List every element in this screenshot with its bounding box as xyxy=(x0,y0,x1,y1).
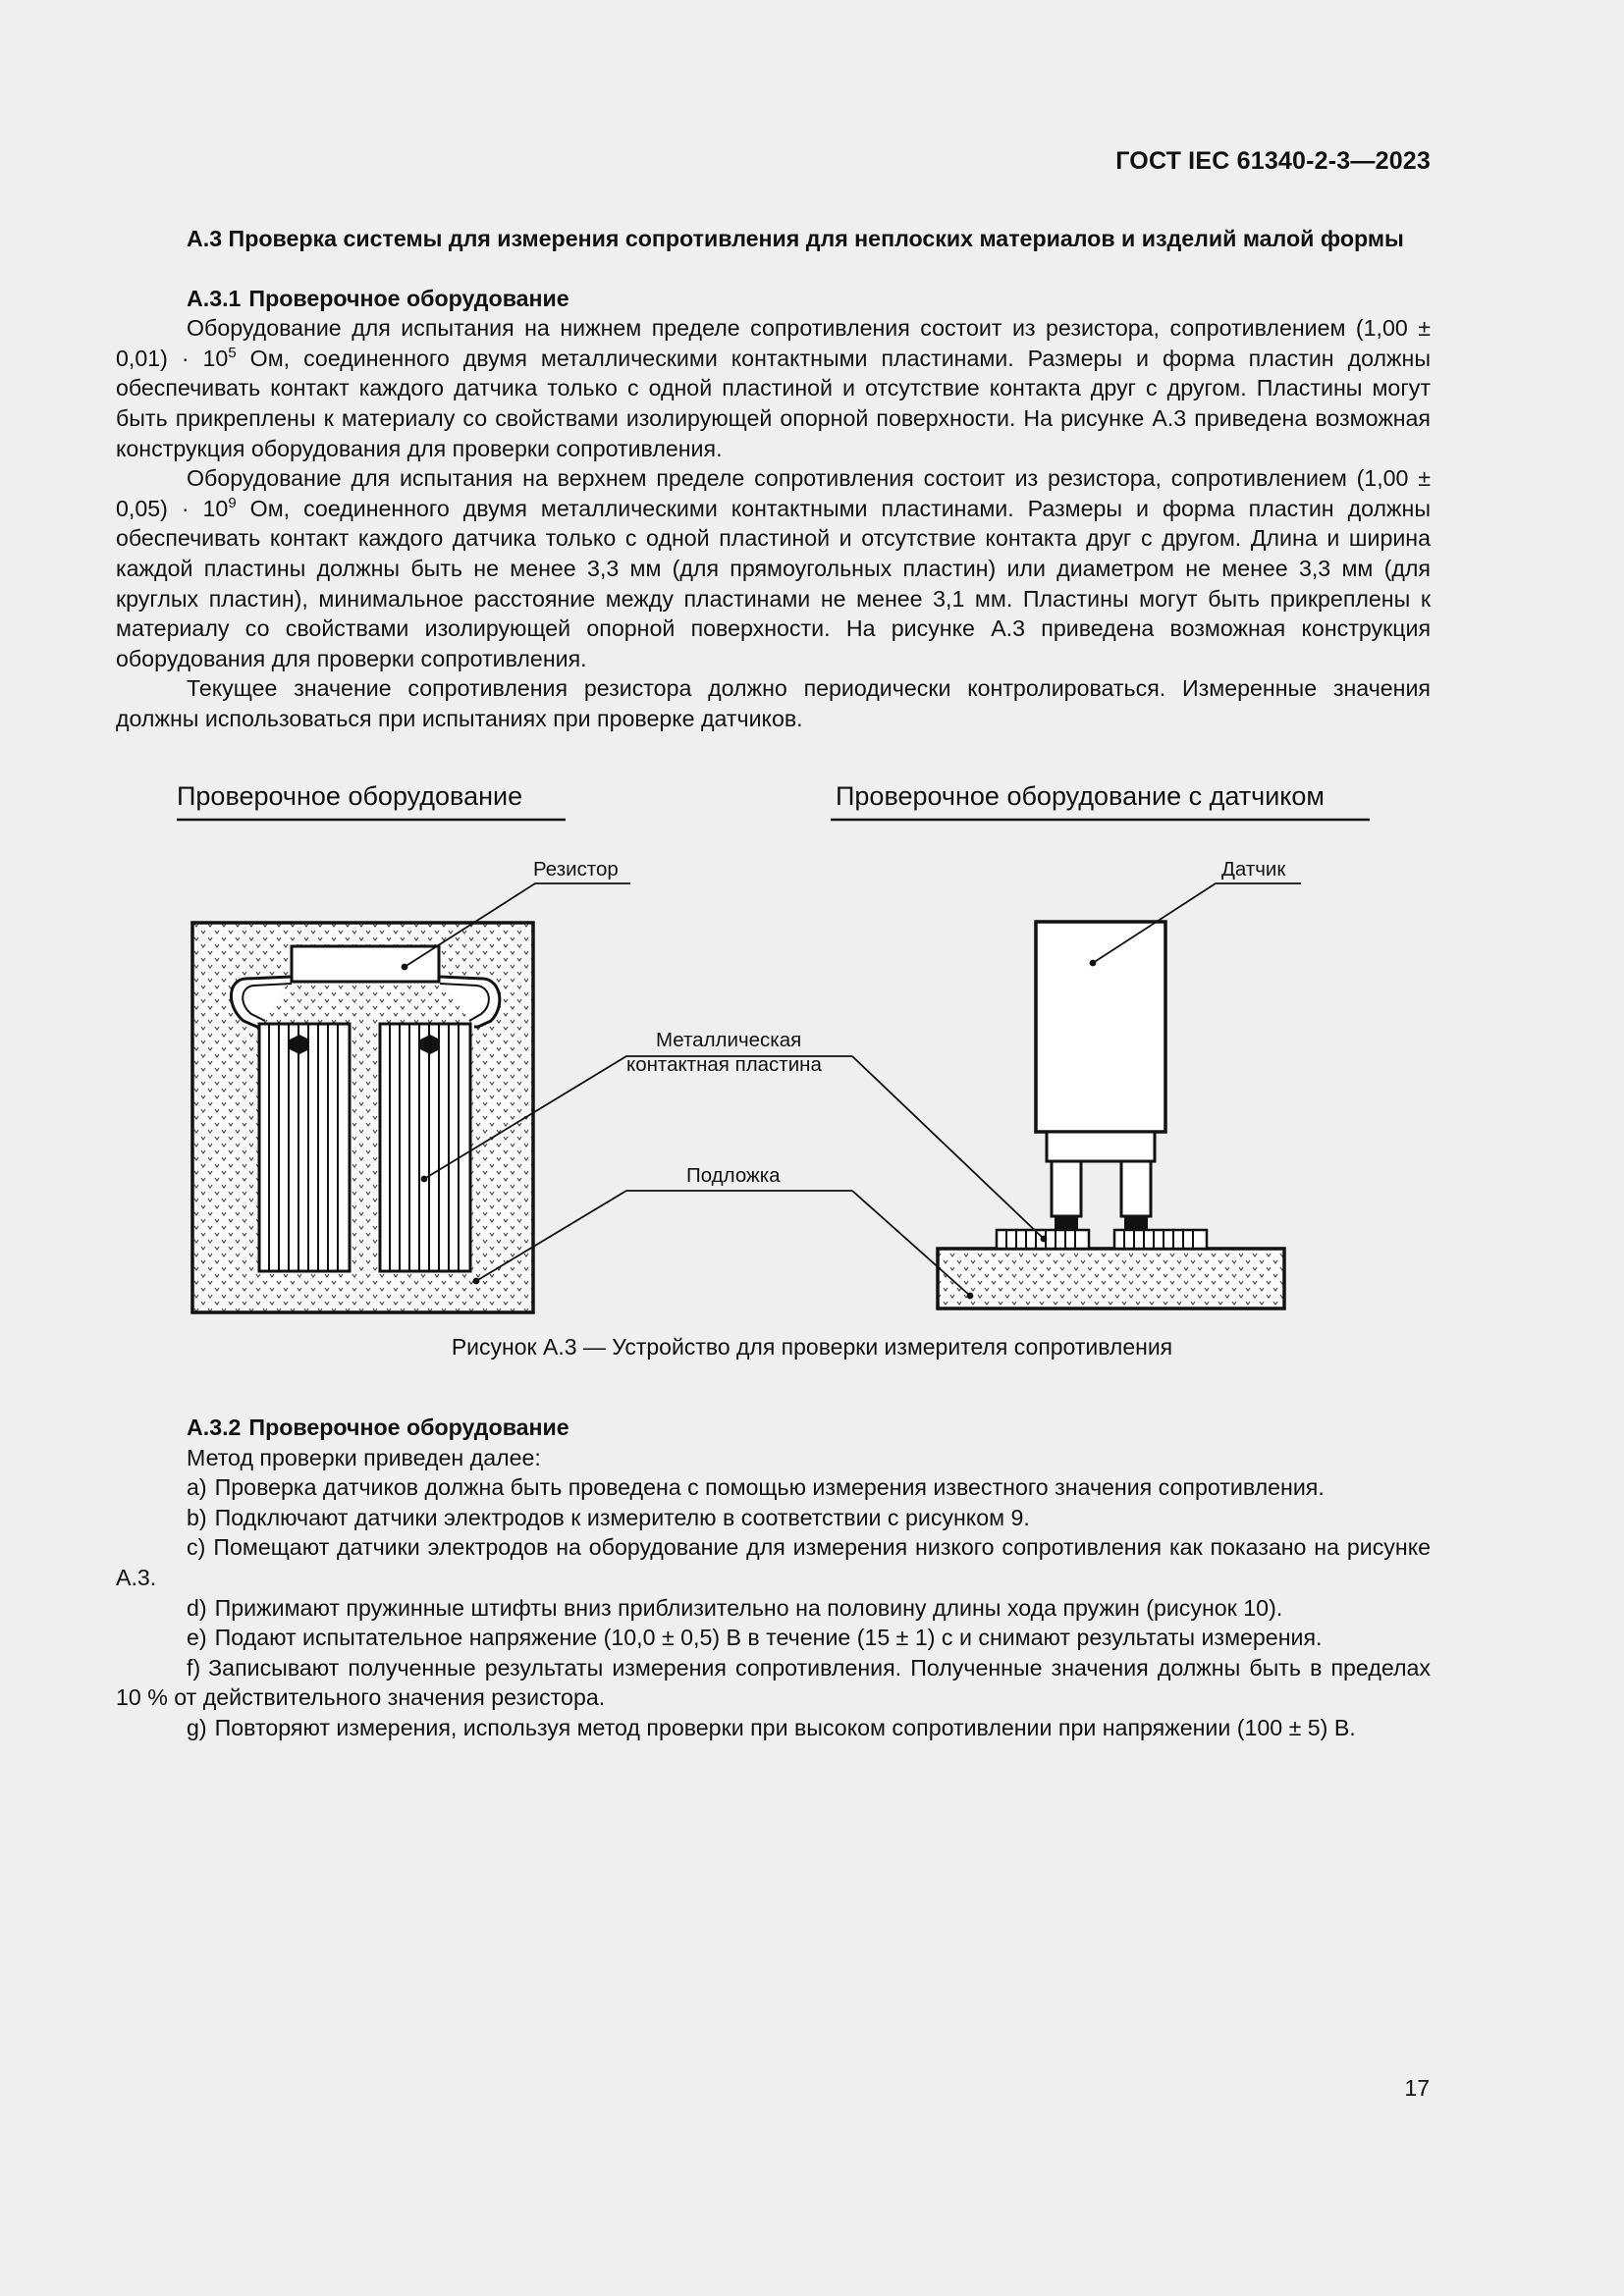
list-item xyxy=(116,1713,1431,1743)
list-item-text: Подключают датчики электродов к измерителю в соответствии с рисунком 9. xyxy=(214,1504,1030,1530)
exponent: 5 xyxy=(228,344,237,361)
list-item-label: c) xyxy=(187,1534,206,1561)
subsection-number: А.3.2 xyxy=(187,1415,242,1440)
list-item-label: f) xyxy=(187,1654,201,1681)
list-item-text: Помещают датчики электродов на оборудование для измерения низкого сопротивления как показано на рисунке А.3. xyxy=(116,1534,1431,1590)
list-item xyxy=(116,1503,1431,1533)
subsection-title: Проверочное оборудование xyxy=(248,1415,569,1440)
method-intro: Метод проверки приведен далее: xyxy=(187,1444,541,1470)
list-item xyxy=(116,1653,1431,1713)
page-number: 17 xyxy=(1404,2075,1430,2101)
subsection-title: Проверочное оборудование xyxy=(248,285,569,311)
contact-plate-right xyxy=(380,1024,470,1271)
list-item xyxy=(116,1532,1431,1592)
contact-plate-left xyxy=(259,1024,350,1271)
paragraph-low-limit xyxy=(116,313,1431,463)
list-item-text: Повторяют измерения, используя метод проверки при высоком сопротивлении при напряжении (100 ± 5) В. xyxy=(214,1714,1356,1740)
list-item-label: g) xyxy=(187,1714,207,1740)
label-substrate: Подложка xyxy=(686,1164,781,1187)
list-item-text: Записывают полученные результаты измерения сопротивления. Полученные значения должны быть в пределах 10 % от действительного значения резистора. xyxy=(116,1654,1431,1711)
label-sensor: Датчик xyxy=(1221,858,1286,881)
figure-caption: Рисунок А.3 — Устройство для проверки измерителя сопротивления xyxy=(451,1334,1173,1360)
subsection-a32-heading xyxy=(116,1413,1431,1443)
figure-a3-diagram xyxy=(0,766,1624,1414)
paragraph-text: Ом, соединенного двумя металлическими контактными пластинами. Размеры и форма пластин должны обеспечивать контакт каждого датчика только с одной пластиной и отсутствие контакта друг с другом. Длина и ширина каждой пластины должны быть не менее 3,3 мм (для прямоугольных пластин) или диаметром не менее 3,3 мм (для круглых пластин), минимальное расстояние между пластинами не менее 3,1 мм. Пластины могут быть прикреплены к материалу со свойствами изолирующей опорной поверхности. На рисунке А.3 приведена возможная конструкция оборудования для проверки сопротивления. xyxy=(116,495,1432,671)
list-item xyxy=(116,1593,1431,1624)
section-a3 xyxy=(116,224,1431,734)
label-plate-line2: контактная пластина xyxy=(626,1053,822,1076)
contact-plate-side-right xyxy=(1114,1230,1207,1249)
paragraph-high-limit xyxy=(116,463,1431,673)
sensor-probe xyxy=(1036,922,1165,1230)
standard-designation: ГОСТ IEC 61340-2-3—2023 xyxy=(1115,147,1431,175)
paragraph-text: Оборудование для испытания на нижнем пределе сопротивления состоит из резистора, сопротивлением (1,00 ± 0,01) · 10 xyxy=(116,315,1431,371)
label-plate-line1: Металлическая xyxy=(656,1029,802,1051)
list-item-text: Прижимают пружинные штифты вниз приблизительно на половину длины хода пружин (рисунок 10). xyxy=(214,1594,1283,1621)
paragraph-text: Ом, соединенного двумя металлическими контактными пластинами. Размеры и форма пластин должны обеспечивать контакт каждого датчика только с одной пластиной и отсутствие контакта друг с другом. Пластины могут быть прикреплены к материалу со свойствами изолирующей опорной поверхности. На рисунке А.3 приведена возможная конструкция оборудования для проверки сопротивления. xyxy=(116,345,1432,461)
list-item-label: a) xyxy=(187,1474,207,1501)
figure-title-left: Проверочное оборудование xyxy=(177,781,523,811)
list-item xyxy=(116,1623,1431,1653)
subsection-a32 xyxy=(116,1413,1431,1743)
subsection-number: А.3.1 xyxy=(187,285,242,311)
list-item-label: b) xyxy=(187,1504,207,1530)
list-item xyxy=(116,1472,1431,1503)
label-resistor: Резистор xyxy=(533,858,619,881)
resistor-body xyxy=(292,946,439,982)
paragraph-text: Оборудование для испытания на верхнем пределе сопротивления состоит из резистора, сопротивлением (1,00 ± 0,05) · 10 xyxy=(116,465,1431,521)
list-item-text: Подают испытательное напряжение (10,0 ± 0,5) В в течение (15 ± 1) с и снимают результаты измерения. xyxy=(214,1625,1323,1651)
list-item-label: d) xyxy=(187,1594,207,1621)
list-item-text: Проверка датчиков должна быть проведена с помощью измерения известного значения сопротивления. xyxy=(214,1474,1325,1501)
subsection-a31-heading xyxy=(116,284,1431,314)
paragraph-control: Текущее значение сопротивления резистора должно периодически контролироваться. Измеренные значения должны использоваться при испытаниях при проверке датчиков. xyxy=(116,675,1431,731)
section-title: А.3 Проверка системы для измерения сопротивления для неплоских материалов и изделий малой формы xyxy=(187,226,1404,251)
list-item-label: e) xyxy=(187,1625,207,1651)
substrate-right xyxy=(938,1249,1284,1308)
figure-title-right: Проверочное оборудование с датчиком xyxy=(836,781,1325,811)
exponent: 9 xyxy=(228,494,237,511)
